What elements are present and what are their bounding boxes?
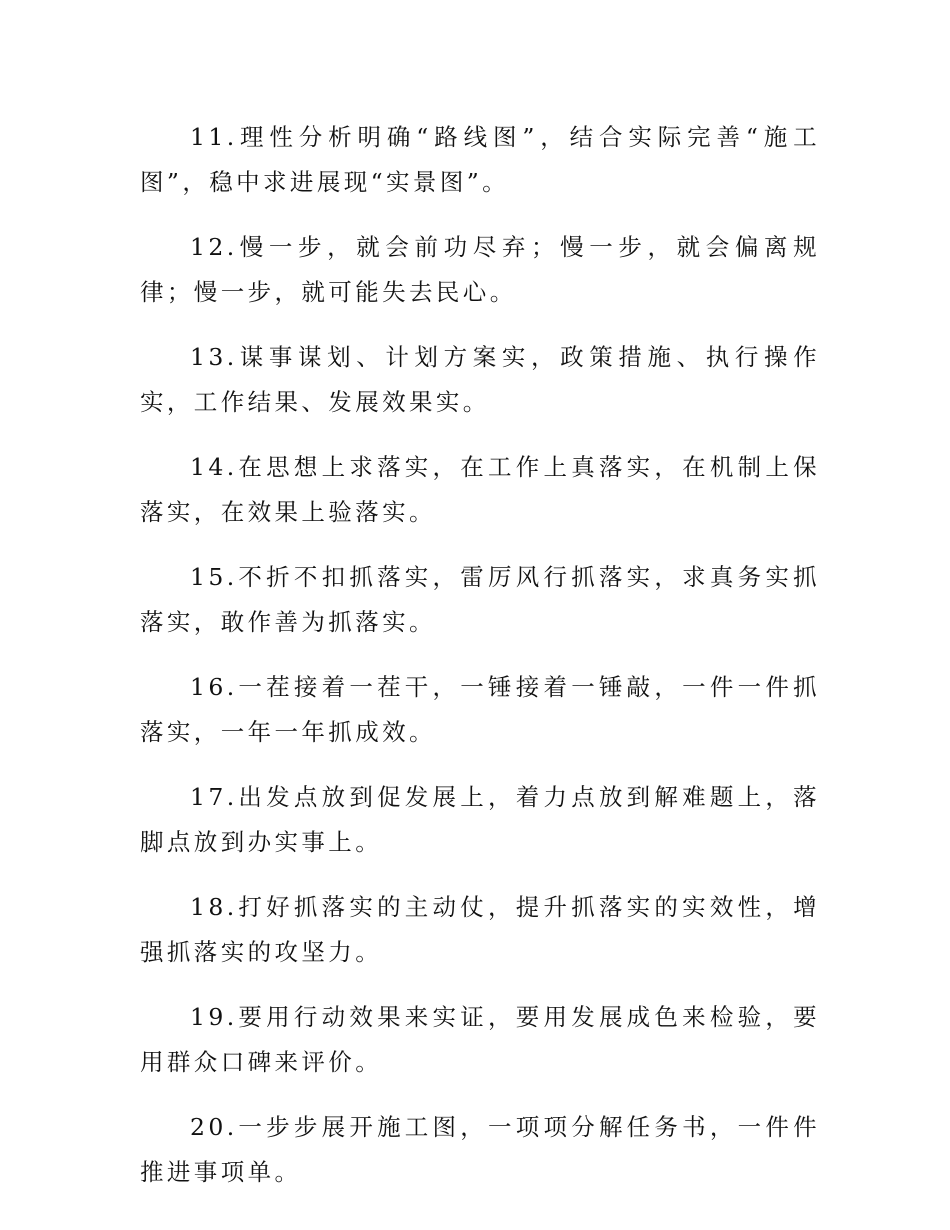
list-item-12: 12.慢一步，就会前功尽弃；慢一步，就会偏离规律；慢一步，就可能失去民心。: [140, 233, 820, 306]
list-item-15: 15.不折不扣抓落实，雷厉风行抓落实，求真务实抓落实，敢作善为抓落实。: [140, 563, 820, 636]
list-item-17: 17.出发点放到促发展上，着力点放到解难题上，落脚点放到办实事上。: [140, 783, 820, 856]
document-body: [140, 115, 820, 1215]
list-item-18: 18.打好抓落实的主动仗，提升抓落实的实效性，增强抓落实的攻坚力。: [140, 893, 820, 966]
list-item-13: 13.谋事谋划、计划方案实，政策措施、执行操作实，工作结果、发展效果实。: [140, 343, 820, 416]
list-item-14: 14.在思想上求落实，在工作上真落实，在机制上保落实，在效果上验落实。: [140, 453, 820, 526]
list-item-11: 11.理性分析明确“路线图”，结合实际完善“施工图”，稳中求进展现“实景图”。: [140, 123, 820, 196]
list-item-20: 20.一步步展开施工图，一项项分解任务书，一件件推进事项单。: [140, 1113, 820, 1186]
list-item-16: 16.一茬接着一茬干，一锤接着一锤敲，一件一件抓落实，一年一年抓成效。: [140, 673, 820, 746]
list-item-19: 19.要用行动效果来实证，要用发展成色来检验，要用群众口碑来评价。: [140, 1003, 820, 1076]
